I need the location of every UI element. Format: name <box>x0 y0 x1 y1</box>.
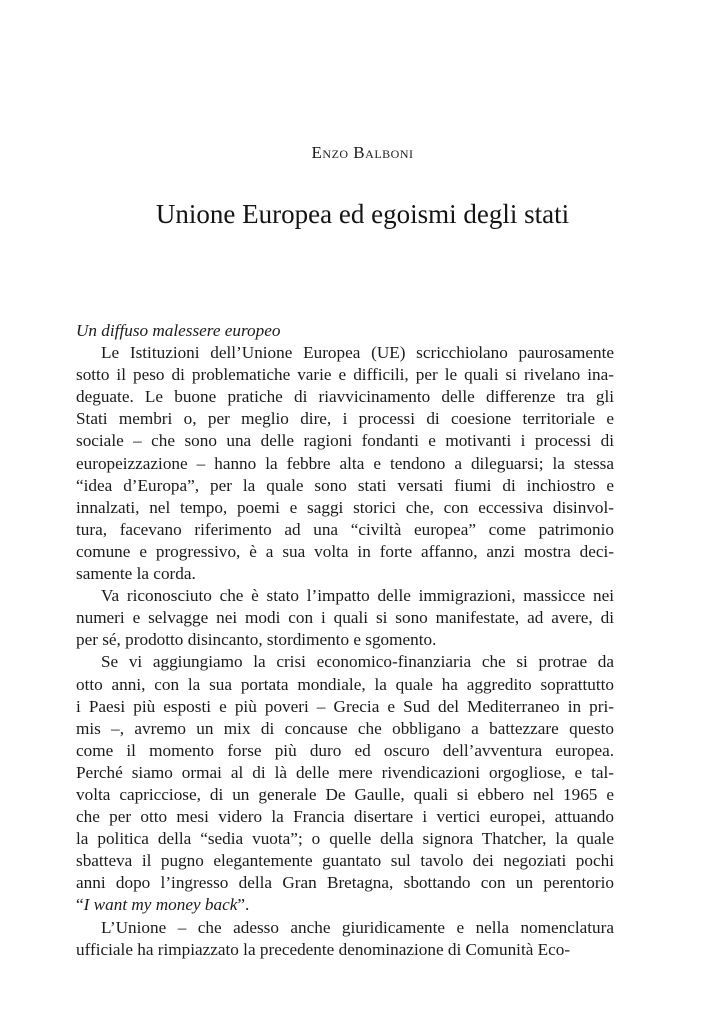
text-line: L’Unione – che adesso anche giuridicamente e nella nomenclatura <box>101 917 614 937</box>
section-heading: Un diffuso malessere europeo <box>76 321 281 340</box>
text-line: comune e progressivo, è a sua volta in forte affanno, anzi mostra deci- <box>76 541 614 561</box>
paragraph <box>76 651 614 916</box>
author-name: Enzo Balboni <box>311 143 414 162</box>
article-title: Unione Europea ed egoismi degli stati <box>155 199 570 229</box>
text-line: tura, facevano riferimento ad una “civiltà europea” come patrimonio <box>76 519 614 539</box>
text-line: ufficiale ha rimpiazzato la precedente denominazione di Comunità Eco- <box>76 939 571 959</box>
text-line: Le Istituzioni dell’Unione Europea (UE) scricchiolano paurosamente <box>101 343 614 363</box>
text-line: come il momento forse più duro ed oscuro dell’avventura europea. <box>76 740 614 760</box>
article-body <box>76 320 614 961</box>
text-line: sbatteva il pugno elegantemente guantato sul tavolo dei negoziati pochi <box>76 851 614 871</box>
paragraph <box>76 917 614 961</box>
open-quote: “ <box>76 895 84 915</box>
text-line: Perché siamo ormai al di là delle mere rivendicazioni orgogliose, e tal- <box>76 762 614 782</box>
text-line: Stati membri o, per meglio dire, i processi di coesione territoriale e <box>76 409 614 429</box>
text-line: mis –, avremo un mix di concause che obbligano a battezzare questo <box>76 718 614 738</box>
text-line: otto anni, con la sua portata mondiale, la quale ha aggredito soprattutto <box>76 674 614 694</box>
paragraphs-container <box>76 342 614 961</box>
text-line: anni dopo l’ingresso della Gran Bretagna, sbottando con un perentorio <box>76 873 614 893</box>
text-line: numeri e selvagge nei modi con i quali si sono manifestate, ad avere, di <box>76 608 614 628</box>
text-line: i Paesi più esposti e più poveri – Grecia e Sud del Mediterraneo in pri- <box>76 696 614 716</box>
text-line: la politica della “sedia vuota”; o quelle della signora Thatcher, la quale <box>76 829 614 849</box>
close-quote: ”. <box>237 895 250 915</box>
text-line: sotto il peso di problematiche varie e difficili, per le quali si rivelano ina- <box>76 365 614 385</box>
text-line: sociale – che sono una delle ragioni fondanti e motivanti i processi di <box>76 431 614 451</box>
text-line: per sé, prodotto disincanto, stordimento e sgomento. <box>76 630 437 650</box>
paragraph <box>76 342 614 585</box>
text-line <box>76 894 614 916</box>
text-line: innalzati, nel tempo, poemi e saggi storici che, con eccessiva disinvol- <box>76 497 614 517</box>
text-line: “idea d’Europa”, per la quale sono stati versati fiumi di inchiostro e <box>76 475 614 495</box>
text-line: deguate. Le buone pratiche di riavvicinamento delle differenze tra gli <box>76 387 614 407</box>
text-line: che per otto mesi videro la Francia disertare i vertici europei, attuando <box>76 807 614 827</box>
text-line: Se vi aggiungiamo la crisi economico-finanziaria che si protrae da <box>101 652 614 672</box>
text-line: volta capricciose, di un generale De Gaulle, quali si ebbero nel 1965 e <box>76 784 614 804</box>
paragraph <box>76 585 614 651</box>
text-line: europeizzazione – hanno la febbre alta e tendono a dileguarsi; la stessa <box>76 453 614 473</box>
text-line: Va riconosciuto che è stato l’impatto delle immigrazioni, massicce nei <box>101 586 614 606</box>
italic-quote: I want my money back <box>83 895 238 915</box>
text-line: samente la corda. <box>76 564 196 584</box>
